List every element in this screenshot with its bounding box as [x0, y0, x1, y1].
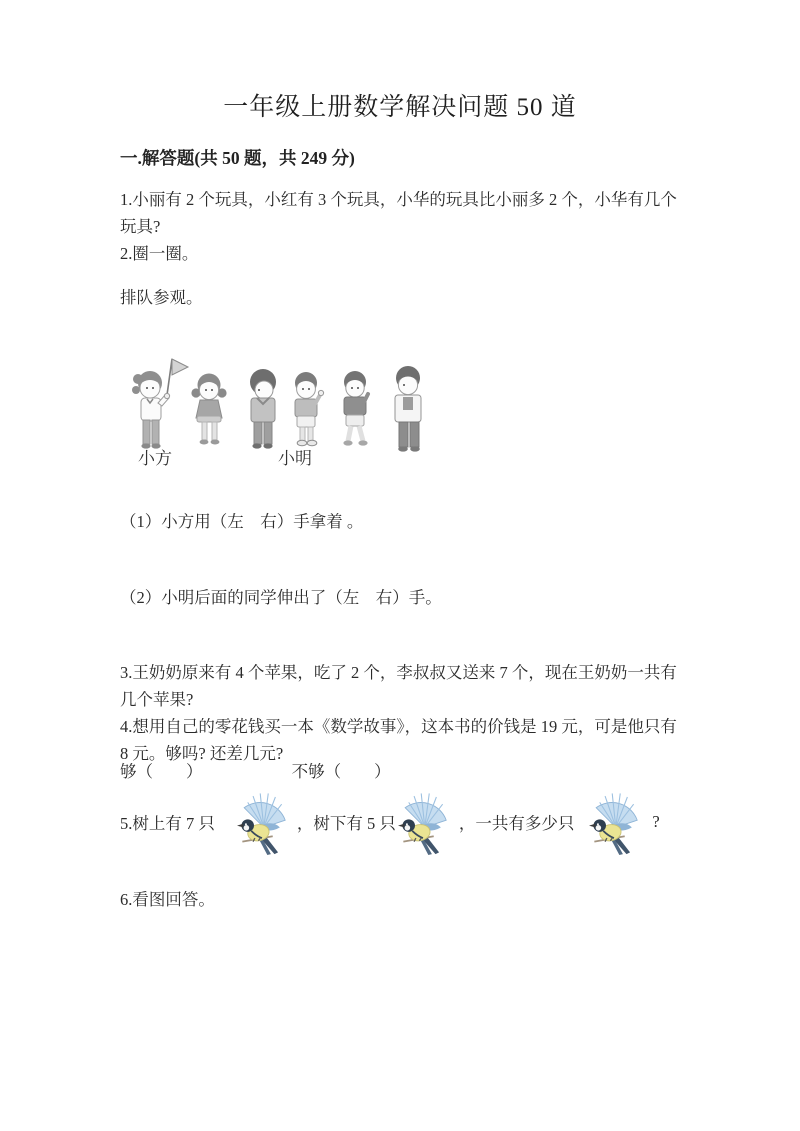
question-5-text-4: ? — [652, 812, 660, 831]
question-3-line-2: 几个苹果? — [120, 690, 194, 709]
page-title: 一年级上册数学解决问题 50 道 — [223, 94, 577, 121]
child-figure-6-boy — [395, 366, 421, 452]
question-5-text-2: ，树下有 5 只 — [296, 814, 396, 833]
child-figure-2-girl — [191, 374, 226, 445]
question-3-and-4 — [120, 659, 692, 767]
question-5-text-1: 5.树上有 7 只 — [120, 814, 215, 833]
question-6: 6.看图回答。 — [120, 890, 215, 909]
question-2-sub-2: （2）小明后面的同学伸出了（左 右）手。 — [120, 588, 442, 607]
child-figure-1-girl-with-flag — [132, 359, 188, 449]
question-1-and-2 — [120, 186, 692, 267]
section-heading: 一.解答题(共 50 题，共 249 分) — [120, 148, 355, 168]
child-figure-3-boy — [250, 369, 276, 449]
question-3-line-1: 3.王奶奶原来有 4 个苹果，吃了 2 个，李叔叔又送来 7 个，现在王奶奶一共有 — [120, 663, 677, 682]
question-2-intro: 排队参观。 — [120, 288, 203, 307]
children-queue-illustration — [125, 352, 435, 460]
question-2-text: 2.圈一圈。 — [120, 244, 199, 263]
child-figure-5-boy — [343, 371, 368, 446]
question-1-line-1: 1.小丽有 2 个玩具，小红有 3 个玩具，小华的玩具比小丽多 2 个，小华有几个 — [120, 190, 677, 209]
answer-option-not-enough: 不够（ ） — [291, 762, 391, 781]
question-4-line-1: 4.想用自己的零花钱买一本《数学故事》，这本书的价钱是 19 元，可是他只有 — [120, 717, 677, 736]
label-xiaoming: 小明 — [278, 449, 312, 468]
question-5-row — [120, 781, 720, 863]
question-1-line-2: 玩具? — [120, 217, 161, 236]
label-xiaofang: 小方 — [138, 449, 172, 468]
bird-icon — [398, 785, 448, 859]
question-2-sub-1: （1）小方用（左 右）手拿着 。 — [120, 512, 364, 531]
bird-icon — [237, 785, 287, 859]
triangle-flag-icon — [167, 359, 188, 395]
bird-icon — [589, 785, 639, 859]
child-figure-4-boy-waving — [295, 372, 324, 446]
answer-option-enough: 够（ ） — [120, 762, 203, 781]
question-5-text-3: ，一共有多少只 — [458, 814, 575, 833]
question-4-line-2: 8 元。够吗? 还差几元? — [120, 744, 284, 763]
